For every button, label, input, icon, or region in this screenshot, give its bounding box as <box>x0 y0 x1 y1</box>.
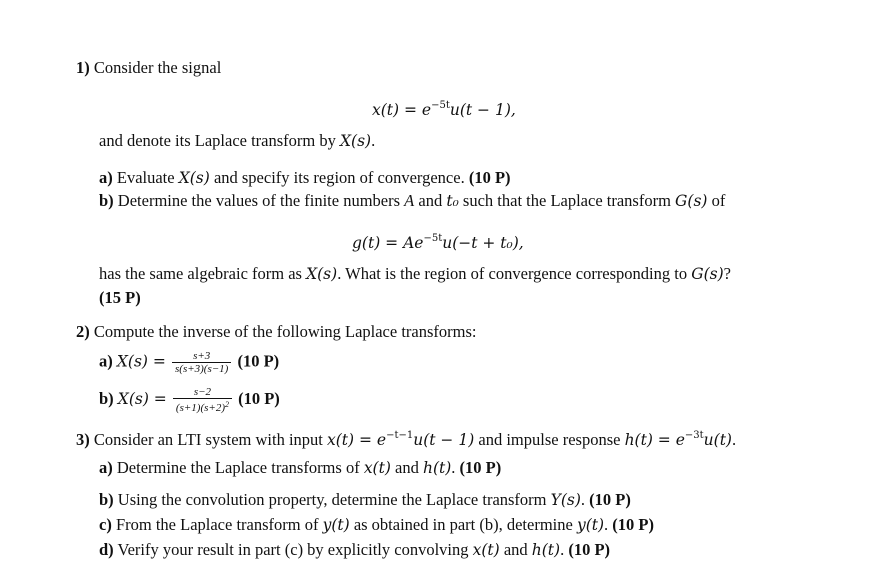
text: Determine the values of the finite numbers <box>117 191 405 210</box>
math-exponent: −3t <box>684 430 704 441</box>
fraction <box>172 350 231 375</box>
problem-intro: Compute the inverse of the following Laplace transforms: <box>93 322 477 341</box>
problem-3b <box>99 490 631 510</box>
equation-g <box>352 229 524 253</box>
math: h(t) <box>422 459 452 477</box>
problem-2-heading <box>76 322 476 342</box>
text: as obtained in part (b), determine <box>349 515 577 534</box>
problem-number: 3) <box>76 430 90 449</box>
denominator <box>173 398 232 414</box>
text: . <box>604 515 613 534</box>
text: of <box>707 191 726 210</box>
problem-1-heading <box>76 58 221 78</box>
math: y(t) <box>322 516 350 534</box>
points: (10 P) <box>468 168 511 187</box>
text: Using the convolution property, determine the Laplace transform <box>117 490 551 509</box>
part-label: b) <box>99 191 114 210</box>
math: x(t) <box>363 459 391 477</box>
problem-1b <box>99 191 725 211</box>
math: X(s) <box>178 169 210 187</box>
text: . <box>560 540 569 559</box>
text: Evaluate <box>116 168 179 187</box>
text: . <box>451 458 460 477</box>
math: h(t) = e <box>624 431 685 449</box>
text: Determine the Laplace transforms of <box>116 458 364 477</box>
text: . <box>731 430 737 449</box>
points: (10 P) <box>612 515 654 534</box>
problem-3d <box>99 540 610 560</box>
problem-intro: Consider the signal <box>93 58 222 77</box>
math: y(t) <box>576 516 605 534</box>
text: and <box>499 540 532 559</box>
math: x(t) = e <box>327 431 387 449</box>
math: x(t) <box>472 541 500 559</box>
same-form-line <box>99 264 731 284</box>
points: (10 P) <box>237 351 280 371</box>
text: Consider an LTI system with input <box>93 430 328 449</box>
part-label: a) <box>99 351 113 371</box>
eq-part: x(t) = e <box>372 101 432 119</box>
denote-line <box>99 131 375 151</box>
eq-exponent: −5t <box>431 100 450 111</box>
problem-3c <box>99 515 654 535</box>
part-label: d) <box>99 540 114 559</box>
points: (15 P) <box>99 288 141 307</box>
text: . <box>580 490 590 509</box>
problem-3-heading <box>76 426 736 450</box>
points: (10 P) <box>238 388 280 408</box>
equation-signal <box>372 96 516 120</box>
text: has the same algebraic form as <box>99 264 307 283</box>
math: X(s) = <box>117 389 167 408</box>
denominator-main: (s+1)(s+2) <box>175 402 225 414</box>
math: u(t − 1) <box>413 431 475 449</box>
problem-2b <box>99 386 280 414</box>
text: From the Laplace transform of <box>115 515 323 534</box>
denominator: s(s+3)(s−1) <box>172 362 231 375</box>
problem-3a <box>99 458 501 478</box>
text: and <box>390 458 423 477</box>
part-label: b) <box>99 490 114 509</box>
eq-part: u(−t + t₀), <box>442 234 524 252</box>
text: . What is the region of convergence corresponding to <box>337 264 692 283</box>
text: such that the Laplace transform <box>458 191 676 210</box>
text: ? <box>723 264 731 283</box>
math: G(s) <box>675 192 708 210</box>
denominator-exponent: 2 <box>224 400 229 409</box>
math-exponent: −t−1 <box>386 430 414 441</box>
math: t₀ <box>446 192 459 210</box>
text: Verify your result in part (c) by explicitly convolving <box>117 540 473 559</box>
fraction <box>173 386 232 414</box>
part-label: b) <box>99 388 114 408</box>
text: and specify its region of convergence. <box>209 168 469 187</box>
part-label: c) <box>99 515 112 534</box>
points: (10 P) <box>459 458 502 477</box>
eq-part: u(t − 1), <box>449 101 516 119</box>
math: u(t) <box>703 431 732 449</box>
text: and denote its Laplace transform by <box>99 131 340 150</box>
part-label: a) <box>99 168 113 187</box>
problem-number: 2) <box>76 322 90 341</box>
numerator: s+3 <box>193 350 211 362</box>
eq-exponent: −5t <box>423 233 443 244</box>
numerator: s−2 <box>193 386 212 398</box>
problem-1a <box>99 168 511 188</box>
text: and <box>414 191 447 210</box>
math: X(s) = <box>116 352 166 371</box>
points: (10 P) <box>568 540 611 559</box>
text: . <box>371 131 376 150</box>
text: and impulse response <box>474 430 625 449</box>
math: X(s) <box>306 265 338 283</box>
part-label: a) <box>99 458 113 477</box>
points: (10 P) <box>589 490 631 509</box>
problem-2a <box>99 350 279 375</box>
math: G(s) <box>691 265 724 283</box>
eq-part: g(t) = Ae <box>352 234 424 252</box>
math: h(t) <box>531 541 561 559</box>
problem-number: 1) <box>76 58 90 77</box>
math: X(s) <box>340 132 372 150</box>
math: Y(s) <box>550 491 581 509</box>
math: A <box>404 191 415 210</box>
